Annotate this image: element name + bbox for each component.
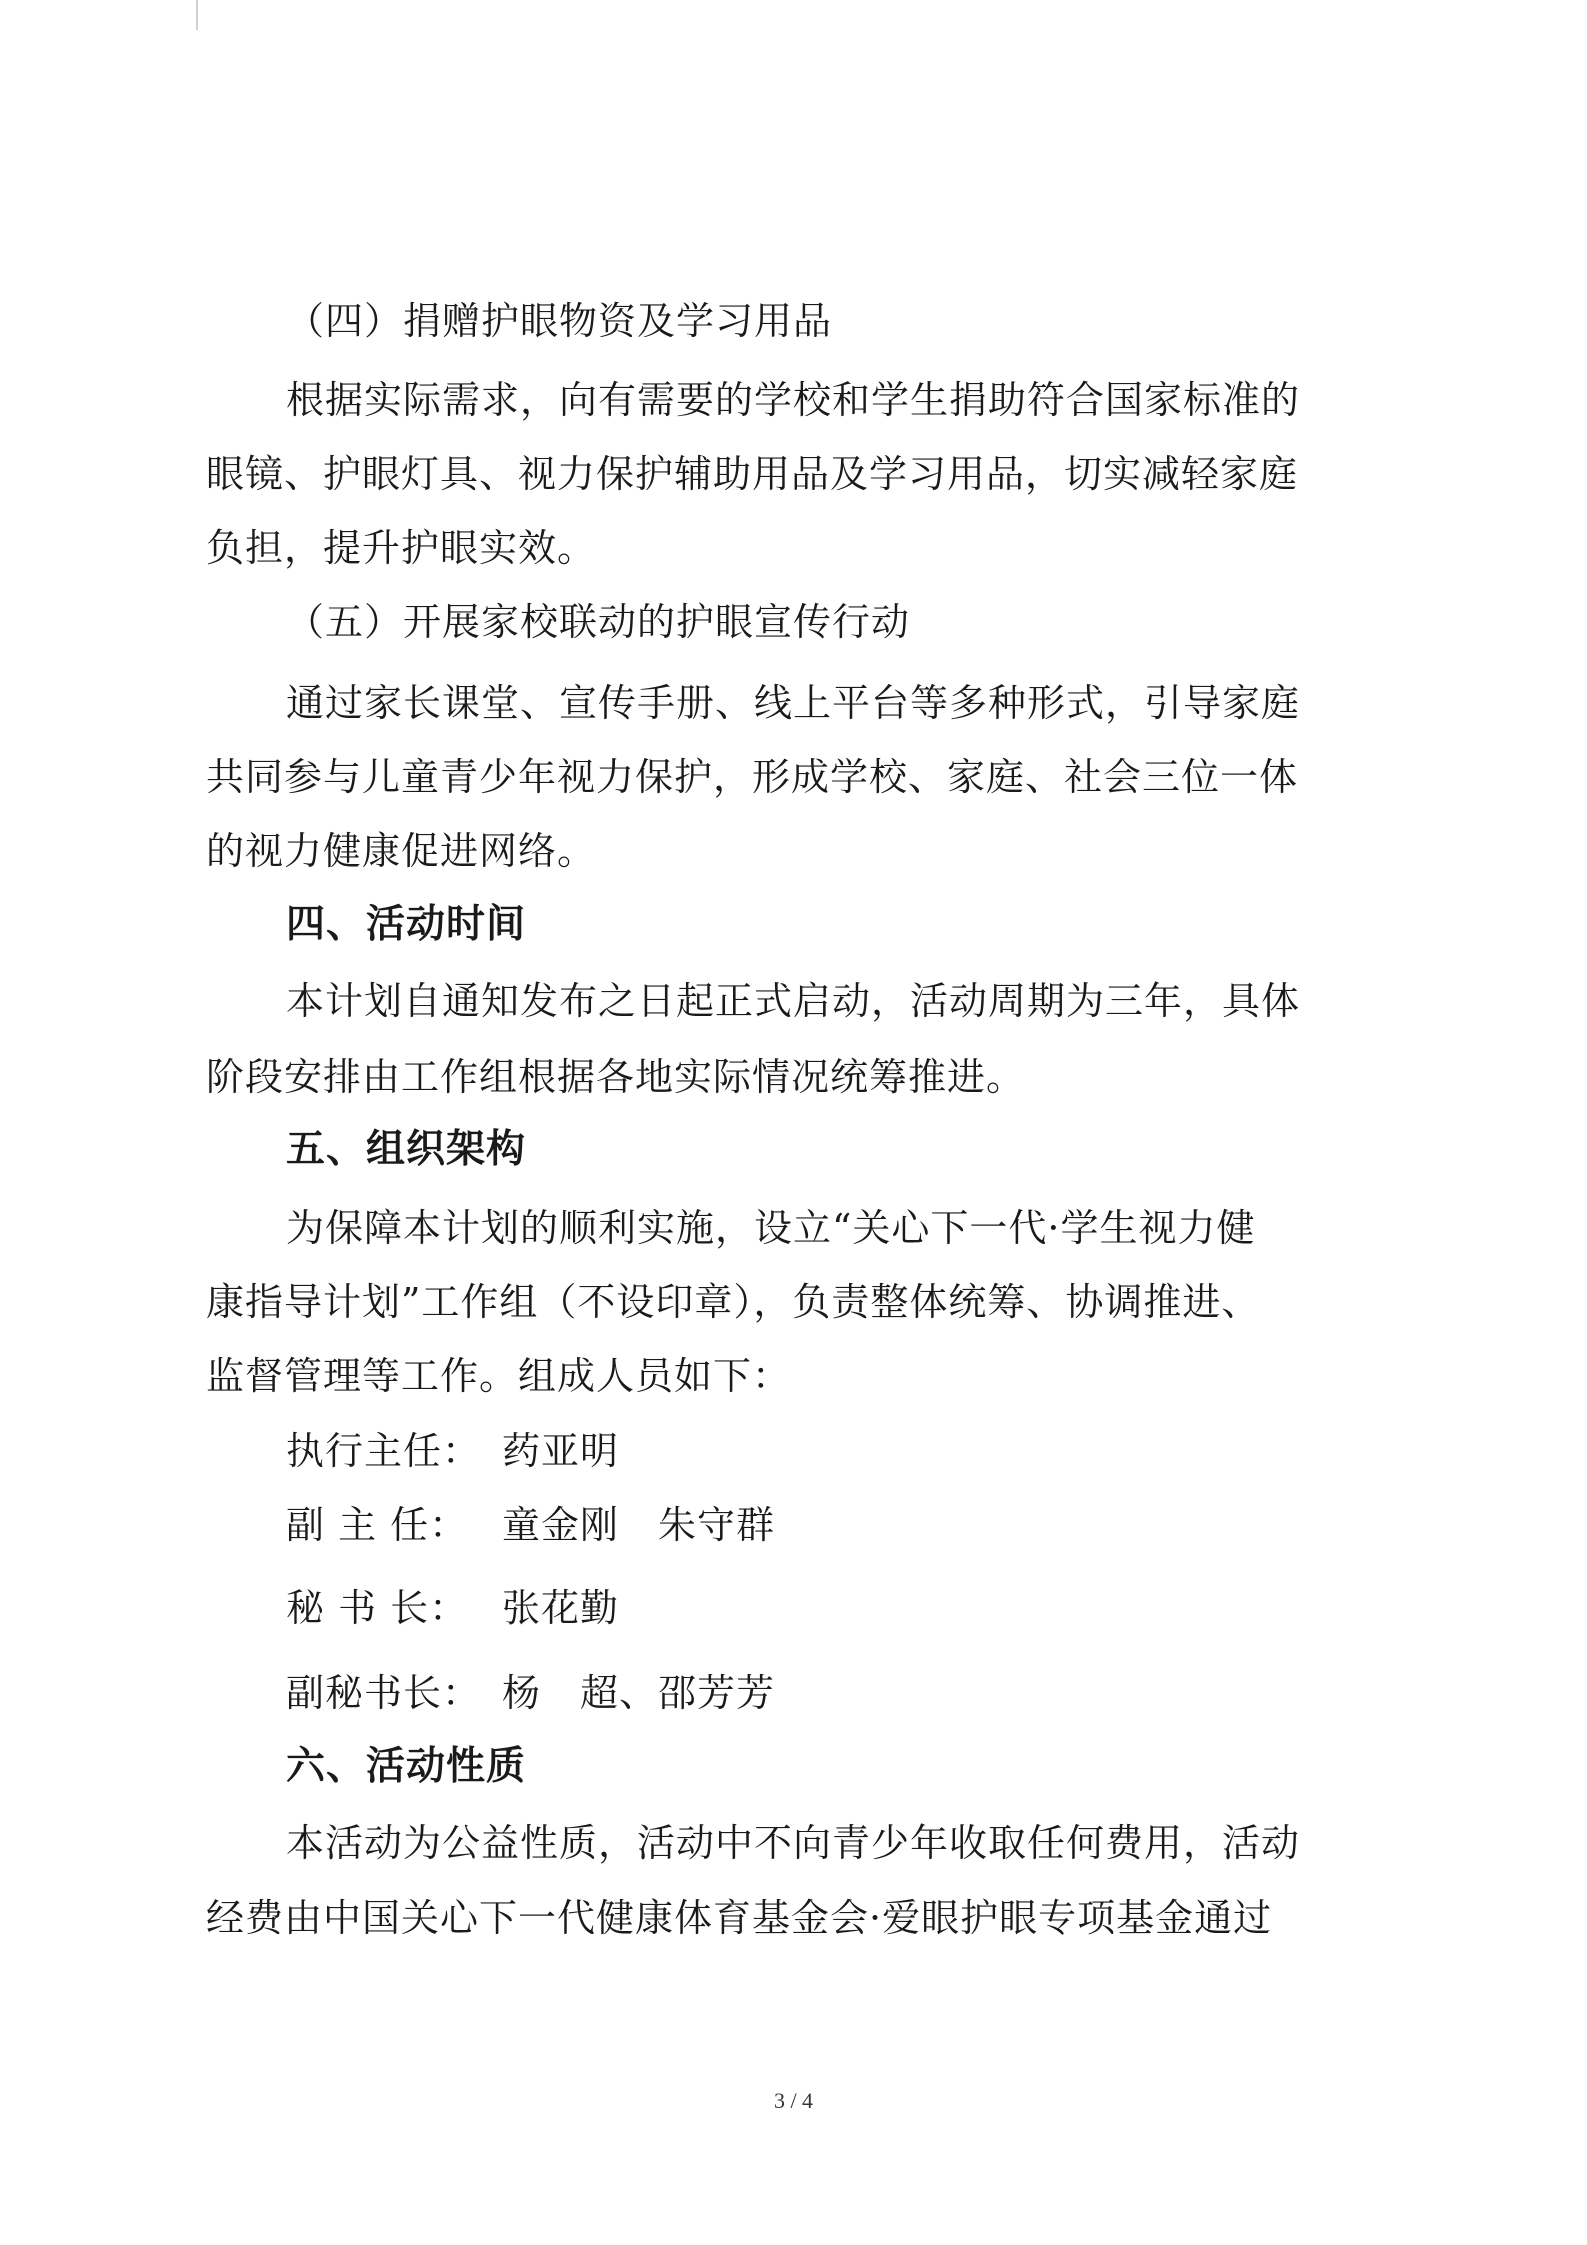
roster-role: 副 主 任： xyxy=(286,1503,469,1547)
section-heading-time: 四、活动时间 xyxy=(286,902,527,947)
section-heading-nature: 六、活动性质 xyxy=(286,1744,527,1789)
roster-role: 秘 书 长： xyxy=(286,1586,469,1630)
paragraph-line: 负担，提升护眼实效。 xyxy=(206,526,597,570)
scan-edge-mark xyxy=(196,0,198,30)
roster-names: 张花勤 xyxy=(502,1586,620,1630)
paragraph-line: 的视力健康促进网络。 xyxy=(206,829,597,873)
section-heading-organization: 五、组织架构 xyxy=(286,1127,527,1172)
subsection-title-publicity: （五）开展家校联动的护眼宣传行动 xyxy=(286,600,911,644)
roster-row xyxy=(286,1668,775,1718)
roster-names: 童金刚 朱守群 xyxy=(502,1503,776,1547)
paragraph-line: 康指导计划”工作组（不设印章），负责整体统筹、协调推进、 xyxy=(206,1280,1261,1324)
paragraph-line: 监督管理等工作。组成人员如下： xyxy=(206,1354,792,1398)
paragraph-line: 经费由中国关心下一代健康体育基金会·爱眼护眼专项基金通过 xyxy=(206,1896,1273,1940)
roster-row xyxy=(286,1426,619,1476)
paragraph-line: 本活动为公益性质，活动中不向青少年收取任何费用，活动 xyxy=(286,1821,1301,1865)
paragraph-line: 根据实际需求，向有需要的学校和学生捐助符合国家标准的 xyxy=(286,378,1301,422)
paragraph-line: 共同参与儿童青少年视力保护，形成学校、家庭、社会三位一体 xyxy=(206,755,1299,799)
paragraph-line: 本计划自通知发布之日起正式启动，活动周期为三年，具体 xyxy=(286,979,1301,1023)
roster-names: 杨 超、邵芳芳 xyxy=(502,1671,776,1715)
subsection-title-donation: （四）捐赠护眼物资及学习用品 xyxy=(286,299,833,343)
roster-row xyxy=(286,1583,619,1633)
roster-role: 副秘书长： xyxy=(286,1671,482,1715)
roster-row xyxy=(286,1500,775,1550)
page-number: 3 / 4 xyxy=(773,2088,814,2113)
paragraph-line: 阶段安排由工作组根据各地实际情况统筹推进。 xyxy=(206,1055,1026,1099)
roster-role: 执行主任： xyxy=(286,1429,482,1473)
paragraph-line: 为保障本计划的顺利实施，设立“关心下一代·学生视力健 xyxy=(286,1206,1256,1250)
paragraph-line: 眼镜、护眼灯具、视力保护辅助用品及学习用品，切实减轻家庭 xyxy=(206,452,1299,496)
paragraph-line: 通过家长课堂、宣传手册、线上平台等多种形式，引导家庭 xyxy=(286,681,1301,725)
roster-names: 药亚明 xyxy=(502,1429,620,1473)
